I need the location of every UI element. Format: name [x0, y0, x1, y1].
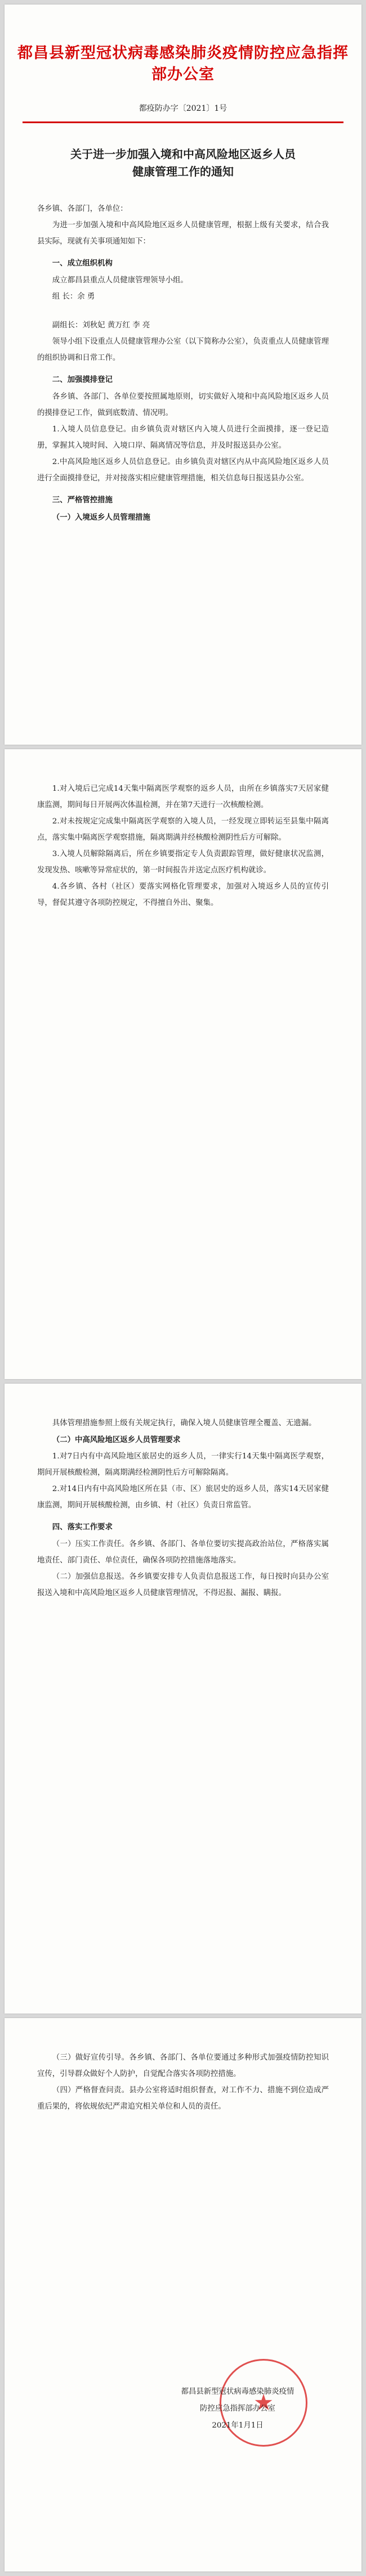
section-3-subheading-1: （一）入境返乡人员管理措施 [52, 513, 150, 522]
section-2-heading: 二、加强摸排登记 [52, 376, 113, 384]
section-3-item: 1.对入境后已完成14天集中隔离医学观察的返乡人员，由所在乡镇落实7天居家健康监测，期间每日开展两次体温检测，并在第7天进行一次核酸检测。 [37, 785, 329, 809]
section-3-subheading-2: （二）中高风险地区返乡人员管理要求 [52, 1435, 181, 1444]
section-2-item: 2.中高风险地区返乡人员信息登记。由乡镇负责对辖区内从中高风险地区返乡人员进行全面摸排登记，并对接落实相应健康管理措施，相关信息每日报送县办公室。 [37, 458, 329, 483]
section-1-office: 领导小组下设重点人员健康管理办公室（以下简称办公室），负责重点人员健康管理的组织协调和日常工作。 [37, 337, 329, 362]
section-1-item: 组 长：余 勇 [52, 292, 95, 301]
notice-title-line-2: 健康管理工作的通知 [132, 165, 234, 178]
section-1-item: 成立都昌县重点人员健康管理领导小组。 [52, 276, 188, 285]
intro-paragraph: 为进一步加强入境和中高风险地区返乡人员健康管理，根据上级有关要求，结合我县实际，现就有关事项通知如下： [37, 221, 329, 246]
section-3-continued: 具体管理措施参照上级有关规定执行，确保入境人员健康管理全覆盖、无遗漏。 [52, 1419, 316, 1427]
issuing-office-title: 都昌县新型冠状病毒感染肺炎疫情防控应急指挥部办公室 [17, 44, 349, 83]
recipients: 各乡镇、各部门，各单位： [37, 205, 128, 213]
section-4-item: （一）压实工作责任。各乡镇、各部门、各单位要切实提高政治站位，严格落实属地责任、部门责任、单位责任，确保各项防控措施落地落实。 [37, 1540, 329, 1565]
section-3-item: 2.对未按规定完成集中隔离医学观察的入境人员，一经发现立即转运至县集中隔离点，落实集中隔离医学观察措施，隔离期满并经核酸检测阴性后方可解除。 [37, 817, 329, 842]
section-4-item: （二）加强信息报送。各乡镇要安排专人负责信息报送工作，每日按时向县办公室报送入境和中高风险地区返乡人员健康管理情况，不得迟报、漏报、瞒报。 [37, 1573, 329, 1597]
signature-office-line-2: 防控应急指挥部办公室 [200, 2404, 275, 2413]
document-page-4 [5, 2018, 361, 2572]
document-page-3 [5, 1384, 361, 2014]
section-3-item: 2.对14日内有中高风险地区所在县（市、区）旅居史的返乡人员，落实14天居家健康监测，期间开展核酸检测，由乡镇、村（社区）负责日常监管。 [37, 1485, 329, 1510]
signature-office-line-1: 都昌县新型冠状病毒感染肺炎疫情 [181, 2388, 294, 2396]
notice-title-line-1: 关于进一步加强入境和中高风险地区返乡人员 [70, 147, 296, 161]
document-page-1 [5, 4, 361, 745]
section-1-heading: 一、成立组织机构 [52, 259, 113, 268]
section-2-intro: 各乡镇、各部门、各单位要按照属地原则，切实做好入境和中高风险地区返乡人员的摸排登记工作，做到底数清、情况明。 [37, 393, 329, 417]
section-3-item: 3.入境人员解除隔离后，所在乡镇要指定专人负责跟踪管理，做好健康状况监测，发现发热、咳嗽等异常症状的，第一时间报告并送定点医疗机构就诊。 [37, 850, 329, 875]
section-3-heading: 三、严格管控措施 [52, 496, 113, 505]
section-4-heading: 四、落实工作要求 [52, 1523, 113, 1532]
section-4-item: （四）严格督查问责。县办公室将适时组织督查，对工作不力、措施不到位造成严重后果的，将依规依纪严肃追究相关单位和人员的责任。 [37, 2086, 329, 2111]
section-2-item: 1.入境人员信息登记。由乡镇负责对辖区内入境人员进行全面摸排，逐一登记造册，掌握其入境时间、入境口岸、隔离情况等信息，并及时报送县办公室。 [37, 425, 329, 450]
red-divider [23, 121, 343, 123]
signature-block [164, 2384, 311, 2434]
notice-title [5, 146, 361, 181]
signature-date: 2021年1月1日 [212, 2421, 264, 2430]
section-3-item: 1.对7日内有中高风险地区旅居史的返乡人员，一律实行14天集中隔离医学观察，期间开展核酸检测，隔离期满经检测阴性后方可解除隔离。 [37, 1452, 329, 1477]
section-3-item: 4.各乡镇、各村（社区）要落实网格化管理要求，加强对入境返乡人员的宣传引导，督促其遵守各项防控规定，不得擅自外出、聚集。 [37, 882, 329, 907]
section-1-deputy: 副组长：刘秋妃 黄万红 李 亮 [52, 321, 150, 330]
section-4-item: （三）做好宣传引导。各乡镇、各部门、各单位要通过多种形式加强疫情防控知识宣传，引导群众做好个人防护，自觉配合落实各项防控措施。 [37, 2053, 329, 2078]
document-number: 都疫防办字〔2021〕1号 [139, 104, 227, 113]
document-page-2 [5, 749, 361, 1379]
